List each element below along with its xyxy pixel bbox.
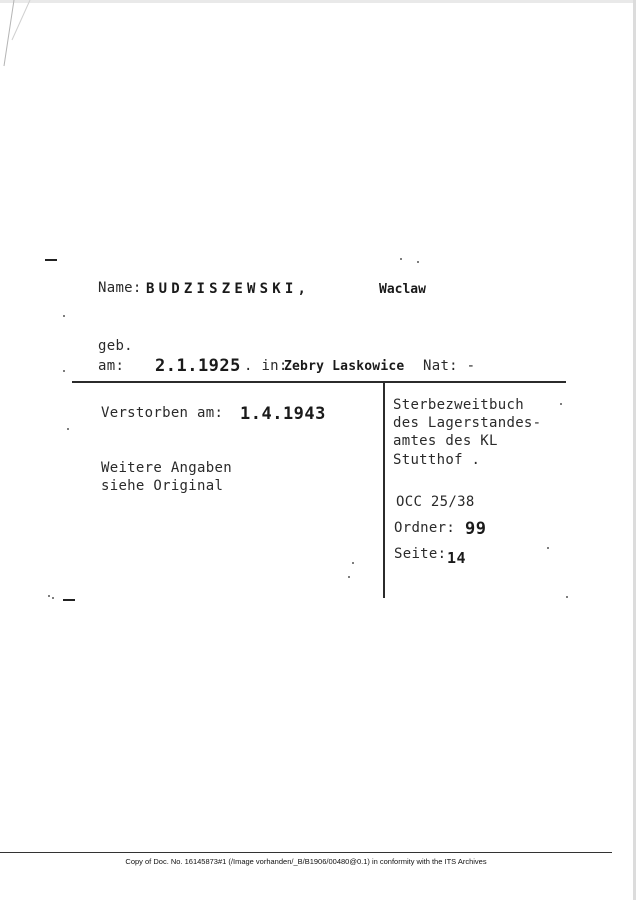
nationality-label: Nat: - [423,358,476,374]
seite-value: 14 [447,549,467,567]
speck [348,576,350,578]
seite-label: Seite: [394,546,447,562]
occ-reference: OCC 25/38 [396,494,475,510]
am-label: am: [98,358,125,374]
speck [48,595,50,597]
margin-tick-bottom [63,599,75,601]
birth-place: Zebry Laskowice [284,359,405,374]
corner-fold-mark [0,0,40,70]
birth-date: 2.1.1925 [155,356,241,376]
further-info-line2: siehe Original [101,478,224,494]
geb-label: geb. [98,338,133,354]
speck [566,596,568,598]
speck [352,562,354,564]
source-line2: des Lagerstandes- [393,415,542,431]
source-line3: amtes des KL [393,433,498,449]
given-name: Waclaw [379,282,426,297]
ordner-label: Ordner: [394,520,456,536]
in-label: . in: [244,358,288,374]
further-info-line1: Weitere Angaben [101,460,232,476]
speck [52,597,54,599]
speck [67,428,69,430]
vertical-divider [383,383,385,598]
surname: BUDZISZEWSKI, [146,281,311,297]
source-line1: Sterbezweitbuch [393,397,524,413]
source-line4: Stutthof . [393,452,481,468]
scan-edge-top [0,0,636,3]
footer-rule [0,852,612,853]
horizontal-divider [72,381,566,383]
speck [560,403,562,405]
ordner-value: 99 [465,519,487,539]
archive-footer: Copy of Doc. No. 16145873#1 (/Image vorhanden/_B/B1906/00480@0.1) in conformity with the ITS Archives [125,857,487,866]
speck [400,258,402,260]
speck [63,315,65,317]
death-label: Verstorben am: [101,405,224,421]
speck [63,370,65,372]
speck [417,261,419,263]
death-date: 1.4.1943 [240,404,326,424]
margin-tick-top [45,259,57,261]
name-label: Name: [98,280,142,296]
speck [547,547,549,549]
